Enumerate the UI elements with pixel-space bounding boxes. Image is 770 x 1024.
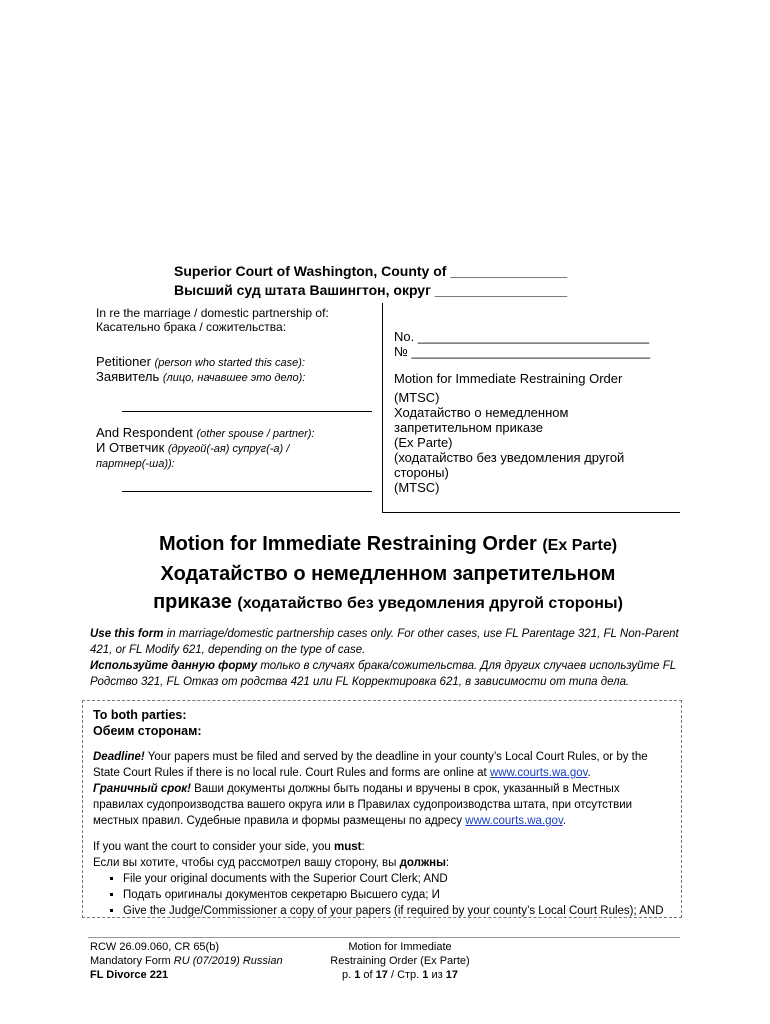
case-caption [96, 303, 680, 513]
in-re-en: In re the marriage / domestic partnership of: [96, 306, 329, 320]
usage-ru-text: только в случаях брака/сожительства. Для других случаев используйте FL Родство 321, FL Отказ от родства 421 или FL Корректировка 621, в зависимости от типа дела. [90, 660, 676, 688]
deadline-ru-text: Ваши документы должны быть поданы и вручены в срок, указанный в Местных правилах судопроизводства вашего округа или в Правилах судопроизводства штата, при отсутствии местных правил. Судебные правила и формы размещены по адресу [93, 783, 633, 827]
motion-title-ru-1: Ходатайство о немедленном [394, 405, 569, 420]
footer-title-1: Motion for Immediate [348, 941, 452, 953]
consider-en-text: If you want the court to consider your side, you [93, 841, 334, 853]
page-prefix: p. [342, 969, 355, 981]
courts-link-en[interactable]: www.courts.wa.gov [489, 767, 588, 779]
page-ru-total: 17 [445, 969, 458, 981]
court-name-en: Superior Court of Washington, County of _______________ [174, 263, 568, 279]
petitioner-name-line[interactable] [122, 410, 372, 412]
caption-bottom-rule [382, 512, 680, 513]
petitioner-en-note: (person who started this case): [154, 357, 305, 369]
page-of: of [360, 969, 376, 981]
footer-mandatory-version: RU (07/2019) Russian [173, 955, 283, 967]
footer-mandatory [90, 954, 283, 968]
document-title [96, 530, 680, 618]
footer-form-id: FL Divorce 221 [90, 969, 169, 981]
court-name-ru: Высший суд штата Вашингтон, округ _________________ [174, 282, 568, 298]
petitioner-ru-line [96, 369, 382, 384]
page-ru-current: 1 [422, 969, 429, 981]
motion-title-ru-2: запретительном приказе [394, 420, 544, 435]
consider-ru: Если вы хотите, чтобы суд рассмотрел вашу сторону, вы должны: [93, 857, 450, 869]
page-ru-of: из [428, 969, 446, 981]
usage-ru-bold: Используйте данную форму [90, 660, 258, 672]
ex-parte-label: (Ex Parte) [394, 435, 453, 450]
respondent-ru-note: (другой(-ая) супруг(-а) / партнер(-ша)): [96, 443, 290, 470]
title-line1-suffix: (Ex Parte) [542, 537, 618, 554]
respondent-name-line[interactable] [122, 490, 372, 492]
page-current: 1 [354, 969, 361, 981]
petitioner-en-label: Petitioner [96, 354, 151, 369]
consider-ru-bold: должны [399, 857, 446, 869]
motion-title-ru-3: (ходатайство без уведомления другой [394, 450, 625, 465]
petitioner-ru-label: Заявитель [96, 369, 160, 384]
title-line1: Motion for Immediate Restraining Order [158, 533, 537, 555]
respondent-en-line [96, 425, 382, 440]
footer-form-info [90, 940, 283, 982]
list-item: ▪ Give the Judge/Commissioner a copy of your papers (if required by your county’s Local Court Rules); AND [123, 903, 671, 919]
title-line2: Ходатайство о немедленном запретительном [160, 563, 616, 585]
case-number-ru: № _________________________________ [394, 344, 651, 359]
respondent-en-label: And Respondent [96, 425, 193, 440]
case-number-en: No. ________________________________ [394, 329, 650, 344]
requirements-list [93, 871, 671, 919]
deadline-ru-bold: Граничный срок! [93, 783, 191, 795]
footer-rcw: RCW 26.09.060, CR 65(b) [90, 941, 219, 953]
to-both-en: To both parties: [93, 708, 187, 722]
in-re-ru: Касательно брака / сожительства: [96, 320, 287, 334]
footer-title [320, 940, 480, 982]
consider-en-bold: must [334, 841, 362, 853]
title-line3: приказе [153, 591, 232, 613]
mtsc-label-2: (MTSC) [394, 480, 440, 495]
deadline-en-text: Your papers must be filed and served by the deadline in your county’s Local Court Rules, or by the State Court Rules if there is no local rule. Court Rules and forms are online at [93, 751, 648, 779]
page-ru-prefix: / Стр. [387, 969, 423, 981]
respondent-en-note: (other spouse / partner): [196, 428, 315, 440]
to-both-ru: Обеим сторонам: [93, 724, 202, 738]
consider-en: If you want the court to consider your side, you must: [93, 841, 365, 853]
caption-divider [382, 303, 383, 513]
list-item: ▪ File your original documents with the Superior Court Clerk; AND [123, 871, 671, 887]
consider-ru-text: Если вы хотите, чтобы суд рассмотрел вашу сторону, вы [93, 857, 400, 869]
courts-link-ru[interactable]: www.courts.wa.gov [465, 815, 563, 827]
petitioner-en-line [96, 354, 382, 369]
deadline-ru: Граничный срок! Ваши документы должны быть поданы и вручены в срок, указанный в Местных правилах судопроизводства вашего округа или в Правилах судопроизводства штата, при отсутствии местных правил. Судебные правила и формы размещены по адресу www.courts.wa.gov. [93, 783, 633, 827]
usage-ru [90, 658, 680, 690]
deadline-en: Deadline! Your papers must be filed and served by the deadline in your county’s Local Court Rules, or by the State Court Rules if there is no local rule. Court Rules and forms are online at www.courts.wa.gov. [93, 751, 648, 779]
court-header [174, 262, 567, 300]
usage-en-bold: Use this form [90, 628, 164, 640]
usage-en [90, 626, 680, 658]
page-number [320, 968, 480, 982]
page-total: 17 [375, 969, 388, 981]
usage-instructions [90, 626, 680, 690]
respondent-ru-line [96, 440, 326, 470]
usage-en-text: in marriage/domestic partnership cases only. For other cases, use FL Parentage 321, FL Non-Parent 421, or FL Modify 621, depending on the type of case. [90, 628, 679, 656]
footer-rule [88, 937, 680, 938]
mtsc-label-1: (MTSC) [394, 390, 440, 405]
title-line3-suffix: (ходатайство без уведомления другой стороны) [237, 595, 623, 612]
footer-title-2: Restraining Order (Ex Parte) [330, 955, 470, 967]
caption-case-info [394, 303, 680, 513]
footer-mandatory-text: Mandatory Form [90, 955, 174, 967]
respondent-ru-label: И Ответчик [96, 440, 165, 455]
caption-parties [96, 303, 382, 513]
notice-box [82, 700, 682, 918]
list-item: ▪ Подать оригиналы документов секретарю Высшего суда; И [123, 887, 671, 903]
motion-title-ru-4: стороны) [394, 465, 449, 480]
motion-title-en: Motion for Immediate Restraining Order [394, 371, 623, 386]
petitioner-ru-note: (лицо, начавшее это дело): [162, 372, 306, 384]
deadline-en-bold: Deadline! [93, 751, 145, 763]
